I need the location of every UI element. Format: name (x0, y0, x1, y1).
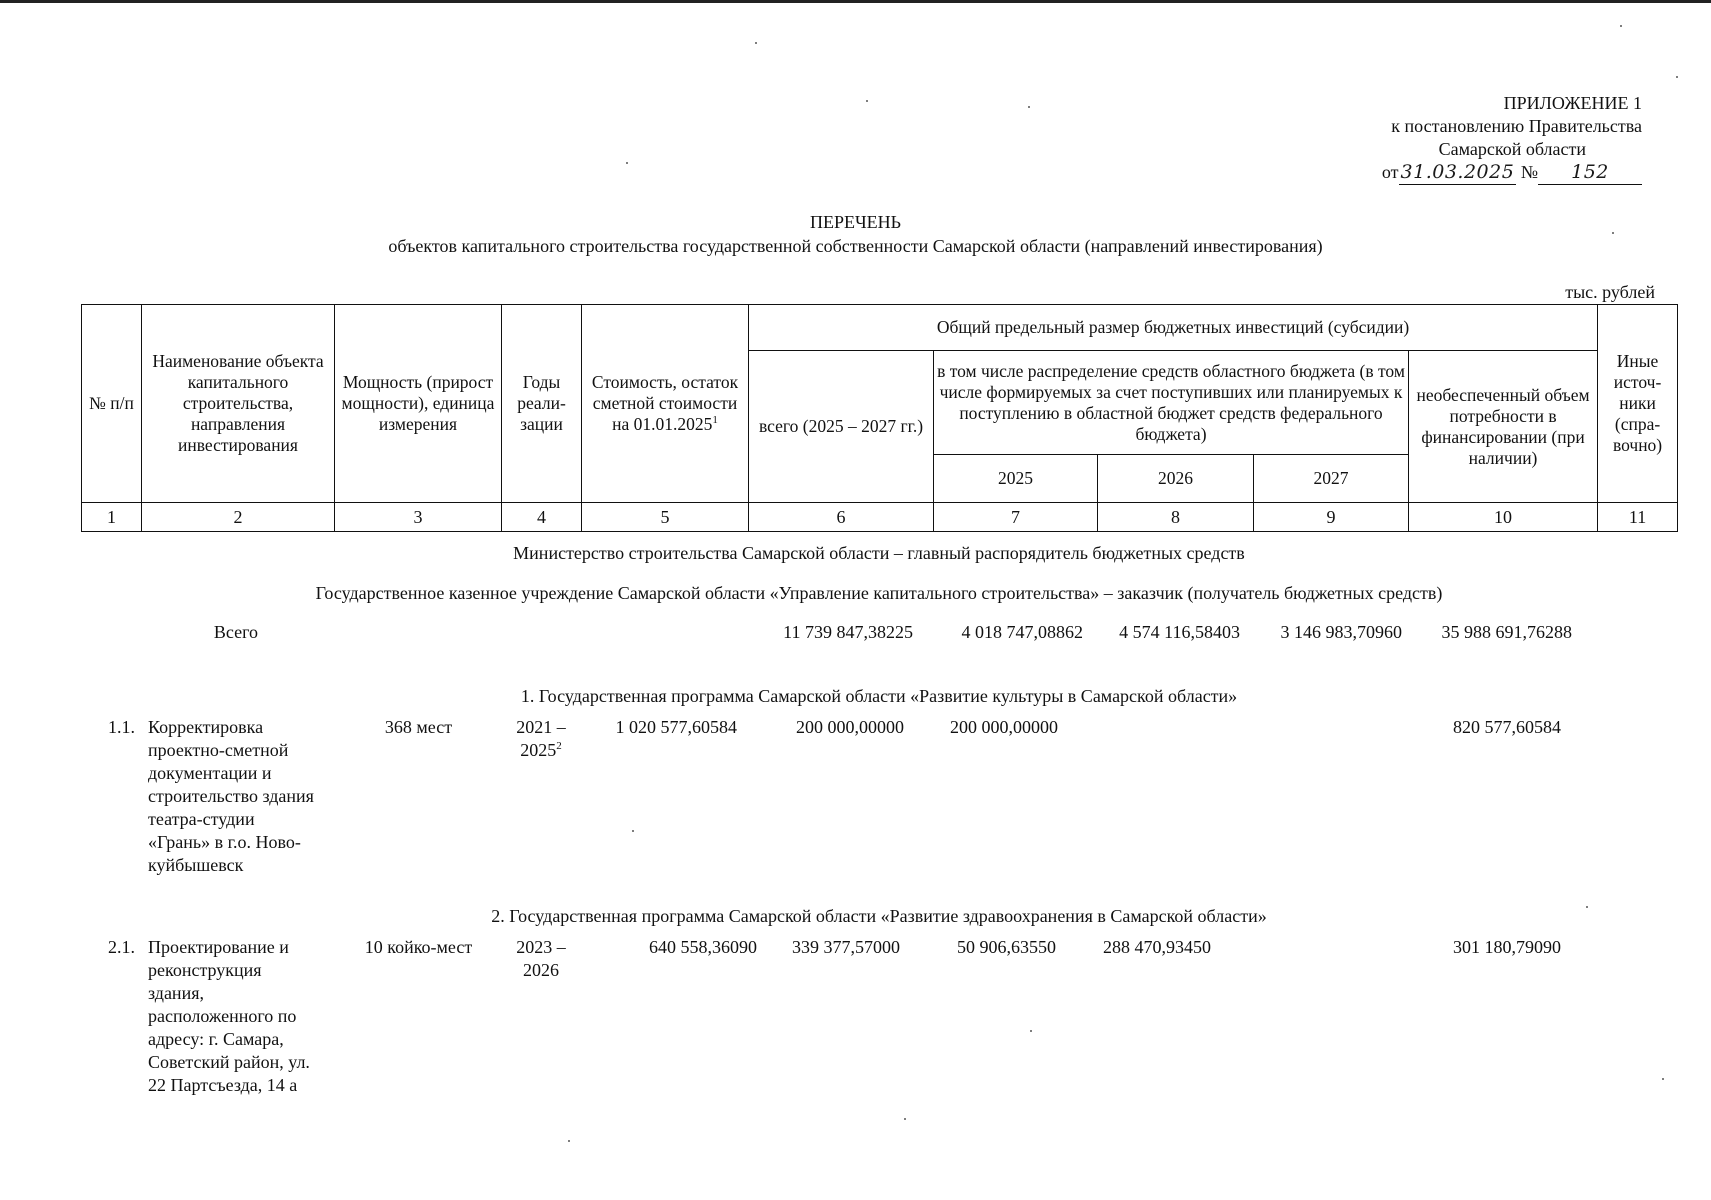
scan-speck (755, 42, 757, 44)
total-all-years: 11 739 847,38225 (783, 622, 913, 642)
amount-2025: 50 906,63550 (957, 937, 1056, 957)
column-number: 9 (1254, 503, 1409, 532)
cost: 640 558,36090 (649, 937, 757, 957)
header-col5-footnote: 1 (712, 414, 718, 427)
row-number: 2.1. (108, 937, 135, 957)
header-col4: Годы реали-зации (502, 305, 582, 503)
cost: 1 020 577,60584 (615, 717, 737, 737)
program-1-title: 1. Государственная программа Самарской области «Развитие культуры в Самарской области» (520, 686, 1238, 706)
total-investment: 339 377,57000 (792, 937, 900, 957)
column-number: 7 (934, 503, 1098, 532)
handwritten-number: 152 (1538, 161, 1642, 185)
header-col2: Наименование объекта капитального строительства, направления инвестирования (142, 305, 335, 503)
column-number: 11 (1598, 503, 1678, 532)
column-number: 2 (142, 503, 335, 532)
years-text: 2023 – 2026 (516, 937, 566, 980)
total-label: Всего (213, 622, 259, 642)
scan-speck (904, 1118, 906, 1120)
appendix-line1: ПРИЛОЖЕНИЕ 1 (1503, 93, 1642, 113)
header-col5 (582, 305, 749, 503)
column-number: 5 (582, 503, 749, 532)
appendix-block (1342, 92, 1642, 185)
object-name: Проектирование и реконструкция здания, расположенного по адресу: г. Самара, Советский район, ул. 22 Партсъезда, 14 а (148, 937, 310, 1095)
column-number: 3 (335, 503, 502, 532)
handwritten-date: 31.03.2025 (1400, 161, 1515, 183)
scan-speck (1662, 1078, 1664, 1080)
total-2027: 3 146 983,70960 (1280, 622, 1402, 642)
scan-speck (1030, 1030, 1032, 1032)
header-col6: всего (2025 – 2027 гг.) (749, 351, 934, 503)
units-label: тыс. рублей (1565, 282, 1655, 302)
scan-speck (626, 162, 628, 164)
total-2026: 4 574 116,58403 (1119, 622, 1240, 642)
amount-2025: 200 000,00000 (950, 717, 1058, 737)
header-col9: 2027 (1254, 455, 1409, 503)
scan-speck (1586, 906, 1588, 908)
unfunded: 820 577,60584 (1453, 717, 1561, 737)
column-number: 1 (82, 503, 142, 532)
document-heading: ПЕРЕЧЕНЬ (809, 212, 902, 232)
header-col1: № п/п (82, 305, 142, 503)
header-col11: Иные источ-ники (спра-вочно) (1598, 305, 1678, 503)
years-text: 2021 – 2025 (516, 717, 566, 760)
header-col10: необеспеченный объем потребности в финансировании (при наличии) (1409, 351, 1598, 503)
document-subheading: объектов капитального строительства государственной собственности Самарской области (направлений инвестирования) (388, 236, 1323, 256)
column-number: 6 (749, 503, 934, 532)
scan-speck (1676, 76, 1678, 78)
scan-speck (1620, 25, 1622, 27)
scan-speck (1028, 106, 1030, 108)
header-col8: 2026 (1098, 455, 1254, 503)
from-prefix: от (1381, 162, 1399, 182)
ministry-line: Министерство строительства Самарской области – главный распорядитель бюджетных средств (513, 543, 1245, 563)
program-2-title: 2. Государственная программа Самарской области «Развитие здравоохранения в Самарской области» (491, 906, 1267, 926)
total-unfunded: 35 988 691,76288 (1441, 622, 1572, 642)
column-numbers-row (82, 503, 1678, 532)
header-table (81, 304, 1678, 532)
header-col5-text: Стоимость, остаток сметной стоимости на 01.01.2025 (591, 372, 739, 434)
scan-speck (1612, 232, 1614, 234)
appendix-signature-line (1342, 161, 1642, 185)
unfunded: 301 180,79090 (1453, 937, 1561, 957)
scan-top-edge (0, 0, 1711, 3)
total-investment: 200 000,00000 (796, 717, 904, 737)
column-number: 8 (1098, 503, 1254, 532)
scan-speck (568, 1140, 570, 1142)
total-2025: 4 018 747,08862 (961, 622, 1083, 642)
scan-speck (866, 100, 868, 102)
header-col3: Мощность (прирост мощности), единица измерения (335, 305, 502, 503)
header-subgroup: в том числе распределение средств областного бюджета (в том числе формируемых за счет поступивших или планируемых к поступлению в областной бюджет средств федерального бюджета) (934, 351, 1409, 455)
appendix-line3: Самарской области (1438, 139, 1586, 159)
scan-speck (632, 830, 634, 832)
column-number: 4 (502, 503, 582, 532)
capacity: 10 койко-мест (364, 937, 473, 957)
header-col7: 2025 (934, 455, 1098, 503)
row-number: 1.1. (108, 717, 135, 737)
number-prefix: № (1520, 162, 1538, 182)
capacity: 368 мест (384, 717, 453, 737)
years-footnote: 2 (556, 740, 562, 752)
amount-2026: 288 470,93450 (1103, 937, 1211, 957)
header-group: Общий предельный размер бюджетных инвестиций (субсидии) (749, 305, 1598, 351)
column-number: 10 (1409, 503, 1598, 532)
appendix-line2: к постановлению Правительства (1391, 116, 1642, 136)
object-name: Корректировка проектно-сметной документации и строительство здания театра-студии «Грань» в г.о. Ново-куйбышевск (148, 717, 314, 875)
customer-line: Государственное казенное учреждение Самарской области «Управление капитального строительства» – заказчик (получатель бюджетных средств) (315, 583, 1443, 603)
